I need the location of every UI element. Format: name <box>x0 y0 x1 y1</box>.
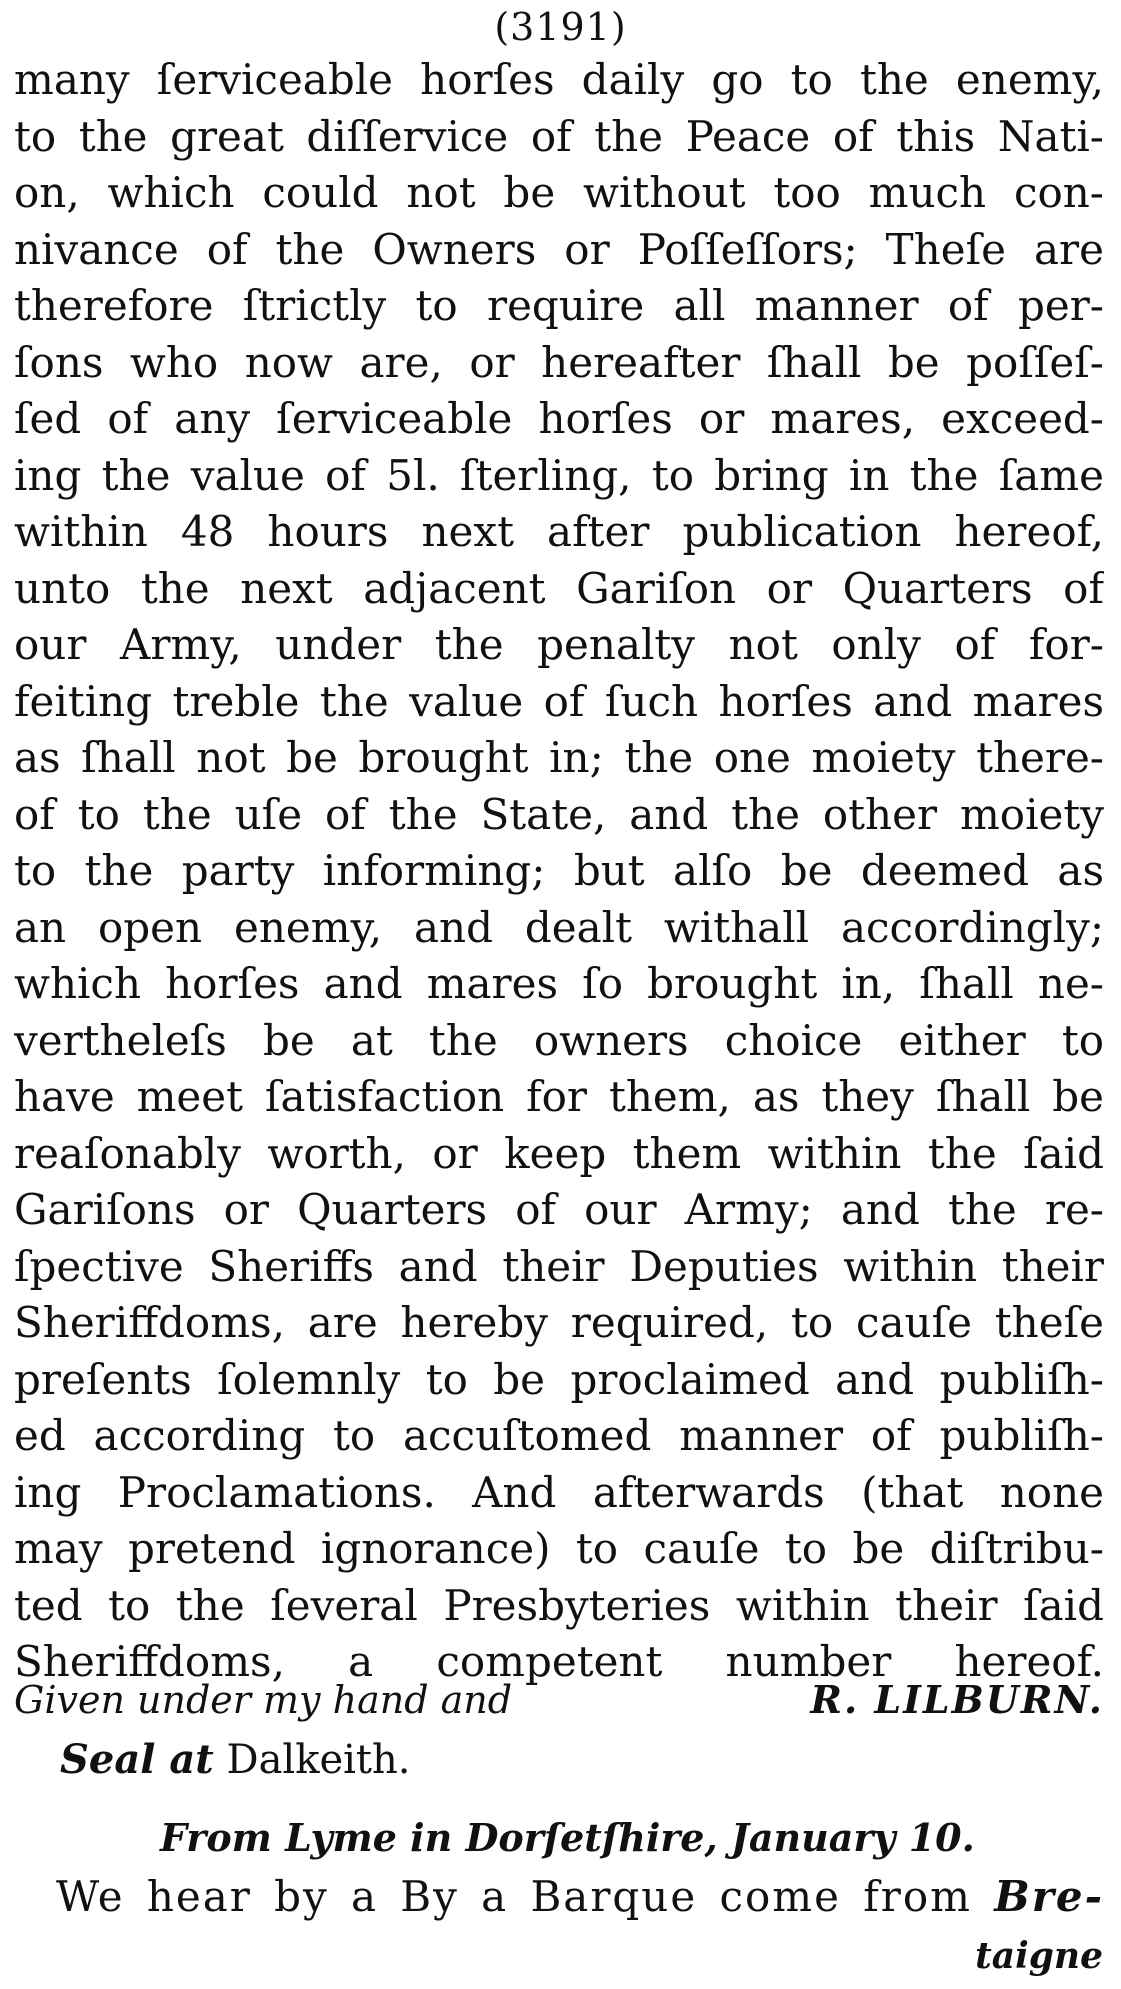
seal-prefix: Seal at <box>60 1736 214 1783</box>
text-line: which horſes and mares ſo brought in, ſhall ne- <box>14 959 1104 1008</box>
text-line: ſons who now are, or hereafter ſhall be poſſeſ- <box>14 337 1104 387</box>
proclamation-body <box>14 52 1104 1691</box>
seal-line <box>60 1730 410 1790</box>
text-line: therefore ſtrictly to require all manner of per- <box>14 281 1104 330</box>
text-line: ted to the ſeveral Presbyteries within their ſaid <box>14 1580 1104 1630</box>
text-line: may pretend ignorance) to cauſe to be diſtribu- <box>14 1524 1104 1573</box>
text-line: feiting treble the value of ſuch horſes and mares <box>14 676 1104 726</box>
text-line: ing Proclamations. And afterwards (that none <box>14 1467 1104 1517</box>
text-line: an open enemy, and dealt withall accordingly; <box>14 902 1104 952</box>
text-line: to the great diſſervice of the Peace of this Nati- <box>14 111 1104 161</box>
catchword: taigne <box>975 1935 1103 1977</box>
dateline: From Lyme in Dorſetſhire, January 10. <box>160 1815 975 1860</box>
text-line: ing the value of 5l. ſterling, to bring in the ſame <box>14 450 1104 500</box>
text-line: nivance of the Owners or Poſſeſſors; Theſe are <box>14 224 1104 274</box>
text-line: reaſonably worth, or keep them within the ſaid <box>14 1128 1104 1178</box>
text-line: ſpective Sheriffs and their Deputies within their <box>14 1241 1104 1291</box>
text-line: unto the next adjacent Gariſon or Quarters of <box>14 563 1104 613</box>
text-line: preſents ſolemnly to be proclaimed and publiſh- <box>14 1354 1104 1404</box>
news-text: We hear by a By a Barque come from <box>56 1872 972 1921</box>
text-line: on, which could not be without too much con- <box>14 168 1104 217</box>
text-line: ſed of any ſerviceable horſes or mares, exceed- <box>14 394 1104 443</box>
given-under-hand: Given under my hand and <box>14 1678 513 1722</box>
text-line: of to the uſe of the State, and the other moiety <box>14 789 1104 839</box>
text-line: ed according to accuſtomed manner of publiſh- <box>14 1411 1104 1460</box>
seal-place: Dalkeith. <box>226 1737 411 1783</box>
text-line: to the party informing; but alſo be deemed as <box>14 846 1104 895</box>
news-italic-tail: Bre- <box>994 1872 1104 1921</box>
signature-row <box>14 1670 1104 1730</box>
text-line: within 48 hours next after publication hereof, <box>14 507 1104 556</box>
text-line: as ſhall not be brought in; the one moiety there- <box>14 733 1104 782</box>
text-line: Sheriffdoms, a competent number hereof. <box>14 1637 1104 1686</box>
text-line: Gariſons or Quarters of our Army; and the re- <box>14 1185 1104 1234</box>
signer-name: R. LILBURN. <box>810 1677 1104 1722</box>
page-number: (3191) <box>494 5 627 49</box>
text-line: many ſerviceable horſes daily go to the enemy, <box>14 55 1104 104</box>
text-line: Sheriffdoms, are hereby required, to cauſe theſe <box>14 1298 1104 1347</box>
text-line: our Army, under the penalty not only of for- <box>14 620 1104 669</box>
text-line: have meet ſatisfaction for them, as they ſhall be <box>14 1072 1104 1121</box>
news-opening-line <box>56 1868 1104 1926</box>
text-line: vertheleſs be at the owners choice either to <box>14 1015 1104 1065</box>
